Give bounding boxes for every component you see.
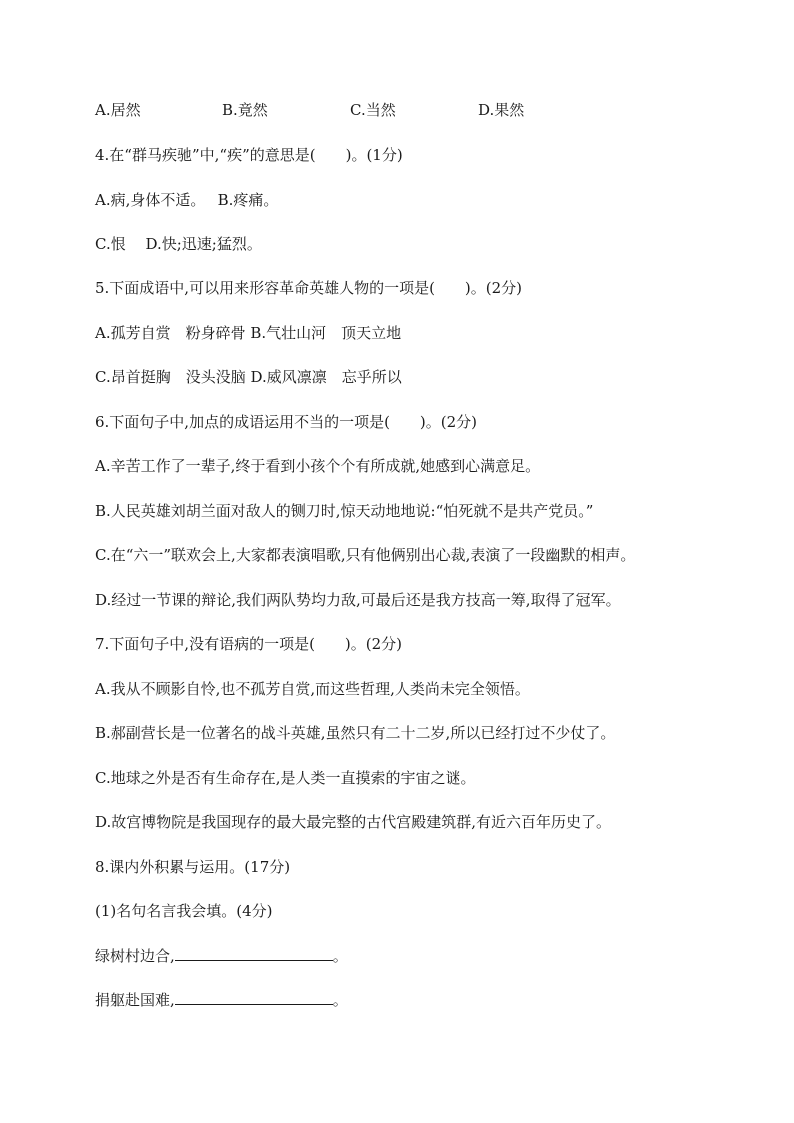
q3-option-c: C.当然 bbox=[350, 101, 396, 119]
q5-question: 5.下面成语中,可以用来形容革命英雄人物的一项是( )。(2分) bbox=[95, 279, 523, 297]
q7-option-a: A.我从不顾影自怜,也不孤芳自赏,而这些哲理,人类尚未完全领悟。 bbox=[95, 680, 530, 698]
q3-option-a: A.居然 bbox=[95, 101, 141, 119]
q3-options bbox=[95, 100, 735, 120]
q7-option-c: C.地球之外是否有生命存在,是人类一直摸索的宇宙之谜。 bbox=[95, 769, 476, 787]
q6-option-a: A.辛苦工作了一辈子,终于看到小孩个个有所成就,她感到心满意足。 bbox=[95, 457, 541, 475]
fill1-prefix: 绿树村边合, bbox=[95, 947, 175, 965]
fill1-answer-blank[interactable] bbox=[175, 946, 333, 961]
q4-options-line1: A.病,身体不适。 B.疼痛。 bbox=[95, 191, 279, 209]
q3-option-d: D.果然 bbox=[478, 101, 525, 119]
q4-options-line2: C.恨 D.快;迅速;猛烈。 bbox=[95, 235, 262, 253]
fill2-prefix: 捐躯赴国难, bbox=[95, 991, 175, 1009]
q5-options-line1: A.孤芳自赏 粉身碎骨 B.气壮山河 顶天立地 bbox=[95, 324, 402, 342]
q4-question: 4.在“群马疾驰”中,“疾”的意思是( )。(1分) bbox=[95, 146, 403, 164]
q7-option-d: D.故宫博物院是我国现存的最大最完整的古代宫殿建筑群,有近六百年历史了。 bbox=[95, 813, 612, 831]
q5-options-line2: C.昂首挺胸 没头没脑 D.威风凛凛 忘乎所以 bbox=[95, 368, 402, 386]
q3-option-b: B.竟然 bbox=[222, 101, 268, 119]
q8-question: 8.课内外积累与运用。(17分) bbox=[95, 858, 291, 876]
q8-fill-item-1 bbox=[95, 946, 348, 966]
q6-option-d: D.经过一节课的辩论,我们两队势均力敌,可最后还是我方技高一筹,取得了冠军。 bbox=[95, 591, 621, 609]
q6-option-c: C.在“六一”联欢会上,大家都表演唱歌,只有他俩别出心裁,表演了一段幽默的相声。 bbox=[95, 546, 636, 564]
fill2-suffix: 。 bbox=[332, 991, 348, 1009]
q8-sub1-heading: (1)名句名言我会填。(4分) bbox=[95, 902, 273, 920]
fill1-suffix: 。 bbox=[332, 947, 348, 965]
q6-question: 6.下面句子中,加点的成语运用不当的一项是( )。(2分) bbox=[95, 413, 478, 431]
q8-fill-item-2 bbox=[95, 990, 348, 1010]
q6-option-b: B.人民英雄刘胡兰面对敌人的铡刀时,惊天动地地说:“怕死就不是共产党员。” bbox=[95, 502, 594, 520]
q7-option-b: B.郝副营长是一位著名的战斗英雄,虽然只有二十二岁,所以已经打过不少仗了。 bbox=[95, 724, 616, 742]
fill2-answer-blank[interactable] bbox=[175, 990, 333, 1005]
q7-question: 7.下面句子中,没有语病的一项是( )。(2分) bbox=[95, 635, 403, 653]
